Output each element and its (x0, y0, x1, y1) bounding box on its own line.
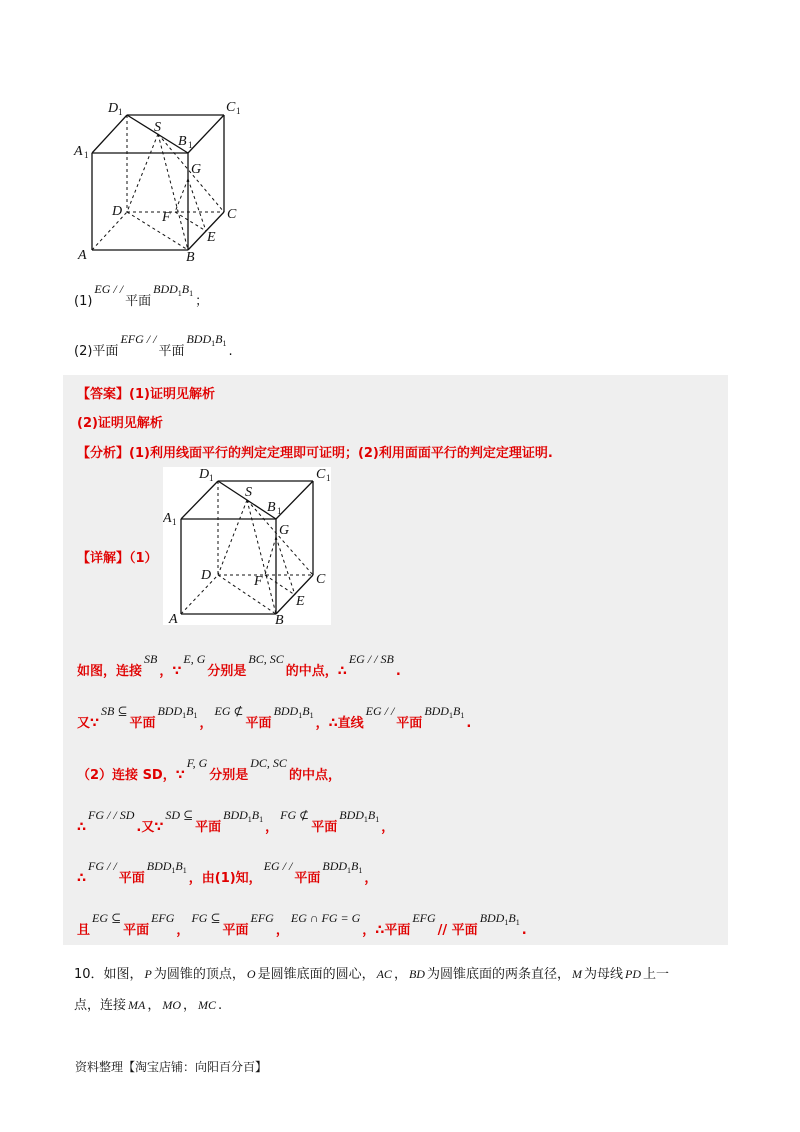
svg-text:B: B (267, 500, 276, 515)
svg-text:A: A (169, 612, 178, 625)
svg-text:1: 1 (326, 473, 331, 483)
answer-line-2: (2)证明见解析 (77, 416, 163, 431)
cube-figure-2 (163, 467, 331, 625)
svg-text:E: E (207, 230, 216, 245)
svg-text:A: A (78, 248, 87, 263)
svg-text:F: F (162, 210, 171, 225)
svg-text:A: A (74, 144, 83, 159)
svg-text:1: 1 (209, 473, 214, 483)
svg-text:D: D (108, 101, 119, 116)
analysis-line: 【分析】(1)利用线面平行的判定定理即可证明；(2)利用面面平行的判定定理证明. (77, 446, 553, 461)
answer-line-1: 【答案】(1)证明见解析 (77, 387, 215, 402)
svg-text:B: B (275, 613, 284, 625)
svg-text:D: D (199, 467, 210, 482)
svg-text:E: E (296, 594, 305, 609)
answer-block (63, 375, 728, 945)
svg-text:D: D (201, 568, 212, 583)
detail-line-4: ∴FG / / SD.又∵SD ⊆平面$BDD_1B_1$，FG ⊄平面$BDD_1B_1$， (77, 808, 395, 835)
detail-line-5: ∴FG / /平面$BDD_1B_1$，由(1)知，EG / /平面$BDD_1B_1$， (77, 859, 378, 886)
svg-text:C: C (316, 572, 326, 587)
svg-text:F: F (254, 574, 263, 589)
cube-figure-1 (70, 95, 250, 265)
detail-line-2: 又∵SB ⊆平面$BDD_1B_1$，EG ⊄平面$BDD_1B_1$，∴直线EG / /平面$BDD_1B_1$. (77, 704, 472, 731)
svg-text:1: 1 (277, 506, 282, 516)
detail-label: 【详解】（1） (77, 551, 158, 566)
svg-text:S: S (154, 120, 161, 135)
svg-text:D: D (112, 204, 123, 219)
svg-text:A: A (163, 511, 172, 526)
svg-text:B: B (186, 250, 195, 265)
svg-text:B: B (178, 134, 187, 149)
svg-text:1: 1 (188, 140, 193, 150)
svg-text:S: S (245, 485, 252, 500)
svg-text:C: C (226, 100, 236, 115)
svg-text:C: C (316, 467, 326, 482)
svg-text:1: 1 (84, 150, 89, 160)
svg-text:C: C (227, 207, 237, 222)
detail-line-3: （2）连接 SD，∵F, G分别是DC, SC的中点， (77, 756, 341, 783)
footer-source: 资料整理【淘宝店铺：向阳百分百】 (75, 1060, 268, 1074)
q10-line-2: 点，连接 MA ， MO ， MC . (74, 998, 223, 1013)
svg-text:1: 1 (118, 107, 123, 117)
svg-text:1: 1 (236, 106, 241, 116)
svg-text:G: G (191, 162, 202, 177)
svg-text:G: G (279, 523, 290, 538)
svg-text:1: 1 (172, 517, 177, 527)
detail-line-1: 如图，连接SB，∵E, G分别是BC, SC的中点，∴EG / / SB. (77, 652, 401, 679)
problem-item-1: (1)EG / /平面$BDD_1B_1$； (74, 282, 209, 309)
problem-item-2: (2)平面EFG / /平面$BDD_1B_1$. (74, 332, 233, 359)
q10-line-1: 10．如图， P 为圆锥的顶点， O 是圆锥底面的圆心， AC ， BD 为圆锥底面的两条直径， M 为母线 PD 上一 (74, 967, 669, 982)
detail-line-6: 且EG ⊆平面EFG，FG ⊆平面EFG，EG ∩ FG = G，∴平面EFG// 平面$BDD_1B_1$. (77, 911, 527, 938)
